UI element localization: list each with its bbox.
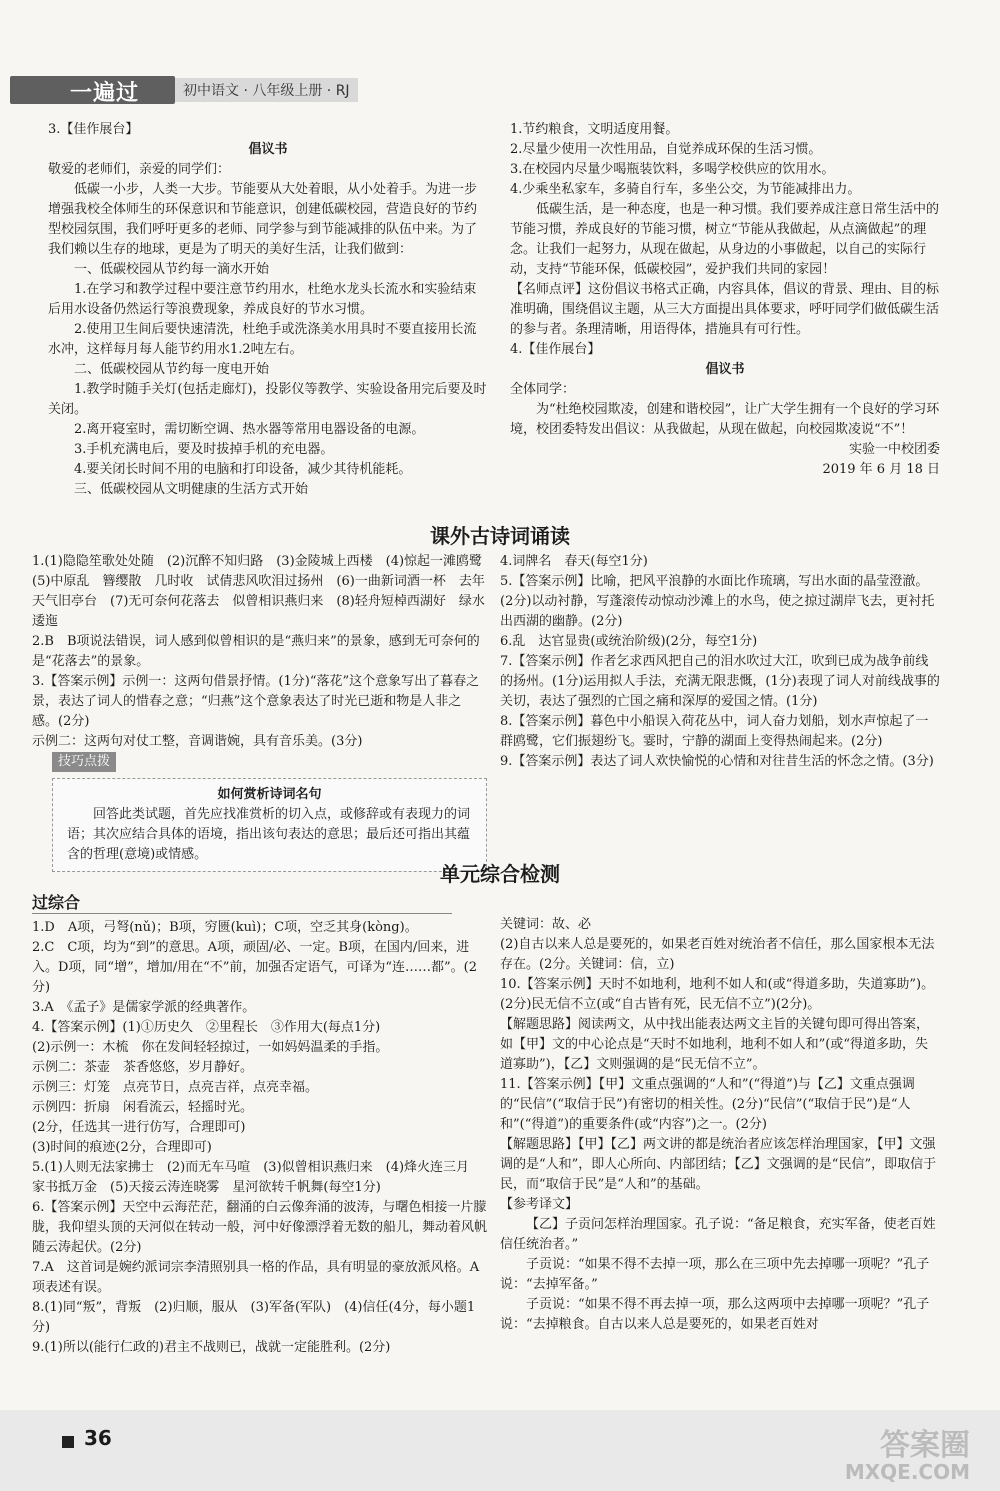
text-line: 5.【答案示例】比喻，把风平浪静的水面比作琉璃，写出水面的晶莹澄澈。(2分)以动衬静，写蓬滚传动惊动沙滩上的水鸟，使之掠过湖岸飞去，更衬托出西湖的幽静。(2分) <box>500 574 935 629</box>
text-line: 低碳一小步，人类一大步。节能要从大处着眼，从小处着手。为进一步增强我校全体师生的环保意识和节能意识，创建低碳校园，营造良好的节约型校园氛围，我们呼吁更多的老师、同学参与到节能减排的队伍中来。为了我们赖以生存的地球，更是为了明天的美好生活，让我们做到： <box>48 182 478 257</box>
text-line: (2)自古以来人总是要死的，如果老百姓对统治者不信任，那么国家根本无法存在。(2分。关键词：信，立) <box>500 937 935 972</box>
text-line: 【解题思路】【甲】【乙】两文讲的都是统治者应该怎样治理国家，【甲】文强调的是“人和”，即人心所向、内部团结；【乙】文强调的是“民信”，即取信于民，而“取信于民”是“人和”的基础。 <box>500 1137 937 1192</box>
tip-title: 如何赏析诗词名句 <box>217 787 322 802</box>
text-line: 2.使用卫生间后要快速清洗，杜绝手或洗涤美水用具时不要直接用长流水冲，这样每月每人能节约用水1.2吨左右。 <box>48 322 477 357</box>
text-line: (3)时间的痕迹(2分，合理即可) <box>32 1140 212 1155</box>
text-line: 3.【答案示例】示例一：这两句借景抒情。(1分)“落花”这个意象写出了暮春之景，表达了词人的惜春之意；“归燕”这个意象表达了时光已逝和物是人非之感。(2分) <box>32 674 480 729</box>
text-line: 9.【答案示例】表达了词人欢快愉悦的心情和对往昔生活的怀念之情。(3分) <box>500 754 934 769</box>
text-line: 5.(1)人则无法家拂士 (2)而无车马喧 (3)似曾相识燕归来 (4)烽火连三月 家书抵万金 (5)天接云涛连晓雾 星河欲转千帆舞(每空1分) <box>32 1160 483 1195</box>
text-line: 低碳生活，是一种态度，也是一种习惯。我们要养成注意日常生活中的节能习惯，养成良好的节能习惯，树立“节能从我做起，从点滴做起”的理念。让我们一起努力，从现在做起，从身边的小事做起，以自己的实际行动，支持“节能环保，低碳校园”，爱护我们共同的家园！ <box>510 202 940 277</box>
text-line: 倡议书 <box>705 362 745 377</box>
watermark-url: MXQE.COM <box>844 1460 970 1484</box>
watermark-logo: 答案圈 <box>880 1428 970 1463</box>
text-line: 4.【佳作展台】 <box>510 342 601 357</box>
text-line: 9.(1)所以(能行仁政的)君主不战则已，战就一定能胜利。(2分) <box>32 1340 391 1355</box>
page-number: 36 <box>84 1426 112 1450</box>
text-line: 3.【佳作展台】 <box>48 122 139 137</box>
text-line: 1.(1)隐隐笙歌处处随 (2)沉醉不知归路 (3)金陵城上西楼 (4)惊起一滩鸥鹭 (5)中原乱 簪缨散 几时收 试倩悲风吹泪过扬州 (6)一曲新词酒一杯 去年天气旧亭台 (7)无可奈何花落去 似曾相识燕归来 (8)轻舟短棹西湖好 绿水逶迤 <box>32 554 496 629</box>
text-line: 4.要关闭长时间不用的电脑和打印设备，减少其待机能耗。 <box>74 462 412 477</box>
text-line: 3.手机充满电后，要及时拔掉手机的充电器。 <box>74 442 334 457</box>
text-line: 子贡说：“如果不得不去掉一项，那么在三项中先去掉哪一项呢？”孔子说：“去掉军备。” <box>500 1257 930 1292</box>
text-line: 4.【答案示例】(1)①历史久 ②里程长 ③作用大(每点1分) <box>32 1020 381 1035</box>
text-line: 6.【答案示例】天空中云海茫茫，翻涌的白云像奔涌的波涛，与曙色相接一片朦胧，我仰望头顶的天河似在转动一般，河中好像漂浮着无数的船儿，舞动着风帆随云涛起伏。(2分) <box>32 1200 488 1255</box>
text-line: 2.B B项说法错误，词人感到似曾相识的是“燕归来”的景象，感到无可奈何的是“花落去”的景象。 <box>32 634 480 669</box>
left-top-column <box>48 120 488 500</box>
text-line: 2.尽量少使用一次性用品，自觉养成环保的生活习惯。 <box>510 142 822 157</box>
text-line: 4.词牌名 春天(每空1分) <box>500 554 648 569</box>
text-line: 【解题思路】阅读两文，从中找出能表达两文主旨的关键句即可得出答案，如【甲】文的中心论点是“天时不如地利，地利不如人和”(或“得道多助，失道寡助”)，【乙】文则强调的是“民无信不立”。 <box>500 1017 930 1072</box>
text-line: 2.C C项，均为“到”的意思。A项，顽固/必、一定。B项，在国内/回来，进入。D项，同“增”，增加/用在“不”前，加强否定语气，可译为“连……都”。(2分) <box>32 940 478 995</box>
left-bottom-column <box>32 893 487 1358</box>
section-title-ancient-poetry: 课外古诗词诵读 <box>430 524 570 548</box>
guo-zonghe-heading: 过综合 <box>32 893 452 914</box>
text-line: 示例二：茶壶 茶香悠悠，岁月静好。 <box>32 1060 254 1075</box>
right-top-column <box>510 120 940 480</box>
text-line: 示例四：折扇 闲看流云，轻摇时光。 <box>32 1100 254 1115</box>
text-line: 示例三：灯笼 点亮节日，点亮吉祥，点亮幸福。 <box>32 1080 319 1095</box>
text-line: 为“杜绝校园欺凌，创建和谐校园”，让广大学生拥有一个良好的学习环境，校团委特发出倡议：从我做起，从现在做起，向校园欺凌说“不”！ <box>510 402 940 437</box>
text-line: 1.D A项，弓弩(nǔ)；B项，穷匮(kuì)；C项，空乏其身(kòng)。 <box>32 920 418 935</box>
text-line: 关键词：故、必 <box>500 917 592 932</box>
page-header <box>0 72 1000 108</box>
text-line: 示例二：这两句对仗工整，音调谐婉，具有音乐美。(3分) <box>32 734 363 749</box>
brand-logo: 一遍过 <box>10 76 175 104</box>
text-line: 7.【答案示例】作者乞求西风把自己的泪水吹过大江，吹到已成为战争前线的扬州。(1分)运用拟人手法，充满无限悲慨，(1分)表现了词人对前线战事的关切，表达了强烈的亡国之痛和深厚的爱国之情。(1分) <box>500 654 940 709</box>
text-line: 6.乱 达官显贵(或统治阶级)(2分，每空1分) <box>500 634 758 649</box>
text-line: (2分，任选其一进行仿写，合理即可) <box>32 1120 246 1135</box>
tip-body: 回答此类试题，首先应找准赏析的切入点，或修辞或有表现力的词语；其次应结合具体的语境，指出该句表达的意思；最后还可指出其蕴含的哲理(意境)或情感。 <box>67 807 471 862</box>
text-line: 8.【答案示例】暮色中小船误入荷花丛中，词人奋力划船，划水声惊起了一群鸥鹭，它们振翅纷飞。霎时，宁静的湖面上变得热闹起来。(2分) <box>500 714 929 749</box>
text-line: 敬爱的老师们，亲爱的同学们： <box>48 162 231 177</box>
text-line: 倡议书 <box>248 142 288 157</box>
text-line: (2)示例一：木梳 你在发间轻轻掠过，一如妈妈温柔的手指。 <box>32 1040 389 1055</box>
right-bottom-column <box>500 915 940 1335</box>
text-line: 全体同学： <box>510 382 576 397</box>
text-line: 子贡说：“如果不得不再去掉一项，那么这两项中去掉哪一项呢？”孔子说：“去掉粮食。自古以来人总是要死的，如果老百姓对 <box>500 1297 930 1332</box>
text-line: 二、低碳校园从节约每一度电开始 <box>74 362 270 377</box>
text-line: 3.在校园内尽量少喝瓶装饮料，多喝学校供应的饮用水。 <box>510 162 835 177</box>
text-line: 2019 年 6 月 18 日 <box>822 462 940 477</box>
text-line: 【参考译文】 <box>500 1197 579 1212</box>
book-tag: 初中语文 · 八年级上册 · RJ <box>175 78 358 102</box>
text-line: 10.【答案示例】天时不如地利，地利不如人和(或“得道多助，失道寡助”)。(2分)民无信不立(或“自古皆有死，民无信不立”)(2分)。 <box>500 977 935 1012</box>
text-line: 三、低碳校园从文明健康的生活方式开始 <box>74 482 309 497</box>
right-mid-column <box>500 552 940 772</box>
square-icon <box>62 1436 74 1448</box>
text-line: 一、低碳校园从节约每一滴水开始 <box>74 262 270 277</box>
text-line: 2.离开寝室时，需切断空调、热水器等常用电器设备的电源。 <box>74 422 425 437</box>
text-line: 3.A 《孟子》是儒家学派的经典著作。 <box>32 1000 256 1015</box>
text-line: 【乙】子贡问怎样治理国家。孔子说：“备足粮食，充实军备，使老百姓信任统治者。” <box>500 1217 936 1252</box>
text-line: 实验一中校团委 <box>848 442 940 457</box>
text-line: 7.A 这首词是婉约派词宗李清照别具一格的作品，具有明显的豪放派风格。A项表述有误。 <box>32 1260 480 1295</box>
left-mid-column <box>32 552 496 878</box>
text-line: 【名师点评】这份倡议书格式正确，内容具体，倡议的背景、理由、目的标准明确，围绕倡议主题，从三大方面提出具体要求，呼吁同学们做低碳生活的参与者。条理清晰，用语得体，措施具有可行性。 <box>510 282 940 337</box>
text-line: 11.【答案示例】【甲】文重点强调的“人和”(“得道”)与【乙】文重点强调的“民信”(“取信于民”)有密切的相关性。(2分)“民信”(“取信于民”)是“人和”(“得道”)的重要条件(或“内容”)之一。(2分) <box>500 1077 915 1132</box>
tip-tag: 技巧点拨 <box>52 752 116 772</box>
section-title-unit-test: 单元综合检测 <box>440 862 560 886</box>
text-line: 1.教学时随手关灯(包括走廊灯)，投影仪等教学、实验设备用完后要及时关闭。 <box>48 382 487 417</box>
text-line: 1.节约粮食，文明适度用餐。 <box>510 122 679 137</box>
text-line: 8.(1)同“叛”，背叛 (2)归顺，服从 (3)军备(军队) (4)信任(4分，每小题1分) <box>32 1300 476 1335</box>
text-line: 4.少乘坐私家车，多骑自行车，多坐公交，为节能减排出力。 <box>510 182 861 197</box>
text-line: 1.在学习和教学过程中要注意节约用水，杜绝水龙头长流水和实验结束后用水设备仍然运行等浪费现象，养成良好的节水习惯。 <box>48 282 477 317</box>
